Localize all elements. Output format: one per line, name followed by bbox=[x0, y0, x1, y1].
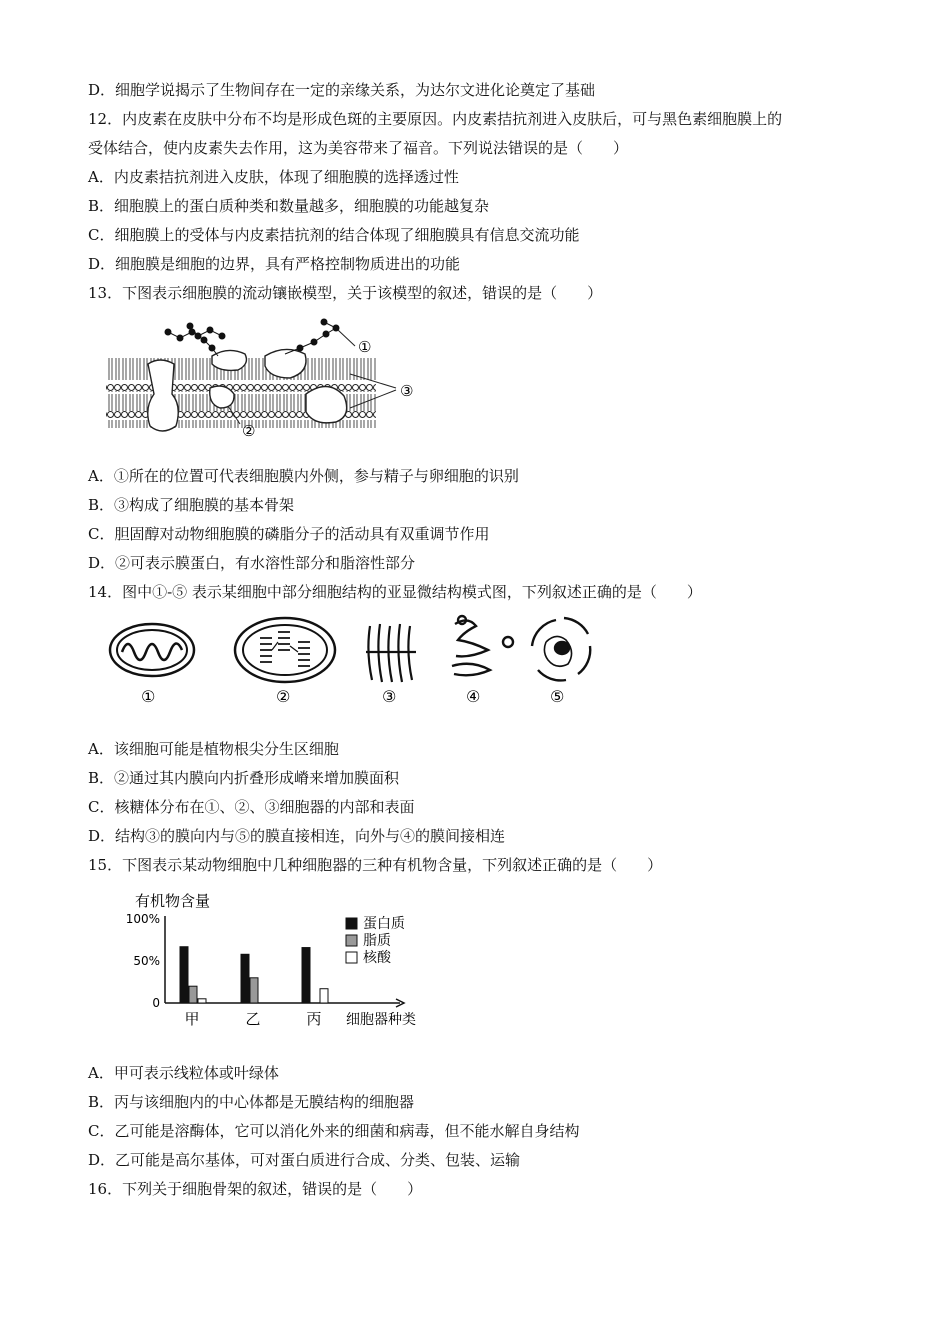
q15-option-a: A．甲可表示线粒体或叶绿体 bbox=[88, 1064, 279, 1082]
q14-option-c: C．核糖体分布在①、②、③细胞器的内部和表面 bbox=[88, 798, 415, 816]
label-3: ③ bbox=[400, 382, 414, 400]
q16-stem: 16．下列关于细胞骨架的叙述，错误的是（ ） bbox=[88, 1180, 423, 1198]
q12-option-a: A．内皮素拮抗剂进入皮肤，体现了细胞膜的选择透过性 bbox=[88, 168, 459, 186]
x-category-label: 丙 bbox=[306, 1010, 322, 1028]
label-organelle-2: ② bbox=[276, 687, 291, 706]
legend-swatch-lipid bbox=[346, 935, 357, 946]
label-organelle-5: ⑤ bbox=[550, 687, 565, 706]
glycocalyx-chain bbox=[165, 319, 339, 356]
bar-lipid-1 bbox=[250, 978, 258, 1003]
x-axis-label: 细胞器种类 bbox=[346, 1012, 416, 1028]
er-figure bbox=[452, 616, 513, 675]
peripheral-protein bbox=[212, 350, 246, 370]
q15-option-b: B．丙与该细胞内的中心体都是无膜结构的细胞器 bbox=[88, 1093, 415, 1111]
legend-label-lipid: 脂质 bbox=[363, 933, 391, 949]
q13-option-a: A．①所在的位置可代表细胞膜内外侧，参与精子与卵细胞的识别 bbox=[88, 467, 519, 485]
q12-option-c: C．细胞膜上的受体与内皮素拮抗剂的结合体现了细胞膜具有信息交流功能 bbox=[88, 226, 580, 244]
y-tick-label: 50% bbox=[133, 954, 160, 968]
x-category-label: 甲 bbox=[184, 1010, 200, 1028]
legend-swatch-nucleic-acid bbox=[346, 952, 357, 963]
q15-option-d: D．乙可能是高尔基体，可对蛋白质进行合成、分类、包装、运输 bbox=[88, 1151, 521, 1169]
y-tick-label: 0 bbox=[152, 996, 160, 1010]
label-organelle-4: ④ bbox=[466, 687, 481, 706]
bar-protein-1 bbox=[241, 954, 249, 1003]
bar-protein-2 bbox=[302, 948, 310, 1003]
q13-option-b: B．③构成了细胞膜的基本骨架 bbox=[88, 496, 295, 514]
legend-swatch-protein bbox=[346, 918, 357, 929]
inner-protein-small bbox=[210, 386, 234, 408]
nucleus-figure bbox=[532, 618, 590, 680]
organelle-diagram bbox=[100, 612, 600, 712]
legend-label-nucleic-acid: 核酸 bbox=[363, 950, 391, 966]
mitochondrion-figure bbox=[110, 624, 194, 676]
transmembrane-protein bbox=[148, 360, 179, 431]
q11-option-d: D．细胞学说揭示了生物间存在一定的亲缘关系，为达尔文进化论奠定了基础 bbox=[88, 81, 596, 99]
x-category-label: 乙 bbox=[245, 1010, 261, 1028]
q15-option-c: C．乙可能是溶酶体，它可以消化外来的细菌和病毒，但不能水解自身结构 bbox=[88, 1122, 580, 1140]
label-organelle-1: ① bbox=[141, 687, 156, 706]
q12-stem-line2: 受体结合，使内皮素失去作用，这为美容带来了福音。下列说法错误的是（ ） bbox=[88, 139, 629, 157]
q13-option-d: D．②可表示膜蛋白，有水溶性部分和脂溶性部分 bbox=[88, 554, 416, 572]
q13-option-c: C．胆固醇对动物细胞膜的磷脂分子的活动具有双重调节作用 bbox=[88, 525, 490, 543]
bar-nucleic-acid-2 bbox=[320, 989, 328, 1003]
golgi-figure bbox=[366, 624, 416, 682]
legend bbox=[346, 916, 405, 966]
chloroplast-figure bbox=[235, 618, 335, 682]
label-2: ② bbox=[242, 422, 256, 440]
q15-stem: 15．下图表示某动物细胞中几种细胞器的三种有机物含量，下列叙述正确的是（ ） bbox=[88, 856, 663, 874]
q13-stem: 13．下图表示细胞膜的流动镶嵌模型，关于该模型的叙述，错误的是（ ） bbox=[88, 284, 603, 302]
q14-option-d: D．结构③的膜向内与⑤的膜直接相连，向外与④的膜间接相连 bbox=[88, 827, 506, 845]
bar-protein-0 bbox=[180, 947, 188, 1003]
q14-stem: 14．图中①-⑤ 表示某细胞中部分细胞结构的亚显微结构模式图，下列叙述正确的是（ ） bbox=[88, 583, 702, 601]
q14-option-a: A．该细胞可能是植物根尖分生区细胞 bbox=[88, 740, 339, 758]
chart-title: 有机物含量 bbox=[135, 892, 211, 910]
bar-nucleic-acid-0 bbox=[198, 999, 206, 1003]
q14-option-b: B．②通过其内膜向内折叠形成嵴来增加膜面积 bbox=[88, 769, 400, 787]
label-1: ① bbox=[358, 338, 372, 356]
q12-option-b: B．细胞膜上的蛋白质种类和数量越多，细胞膜的功能越复杂 bbox=[88, 197, 490, 215]
label-organelle-3: ③ bbox=[382, 687, 397, 706]
organic-content-chart bbox=[110, 886, 450, 1034]
bar-lipid-0 bbox=[189, 986, 197, 1003]
membrane-diagram bbox=[100, 316, 440, 446]
legend-label-protein: 蛋白质 bbox=[363, 916, 405, 932]
y-tick-label: 100% bbox=[125, 912, 160, 926]
q12-stem-line1: 12．内皮素在皮肤中分布不均是形成色斑的主要原因。内皮素拮抗剂进入皮肤后，可与黑色素细胞膜上的 bbox=[88, 110, 783, 128]
inner-protein-large bbox=[306, 386, 347, 422]
q12-option-d: D．细胞膜是细胞的边界，具有严格控制物质进出的功能 bbox=[88, 255, 461, 273]
